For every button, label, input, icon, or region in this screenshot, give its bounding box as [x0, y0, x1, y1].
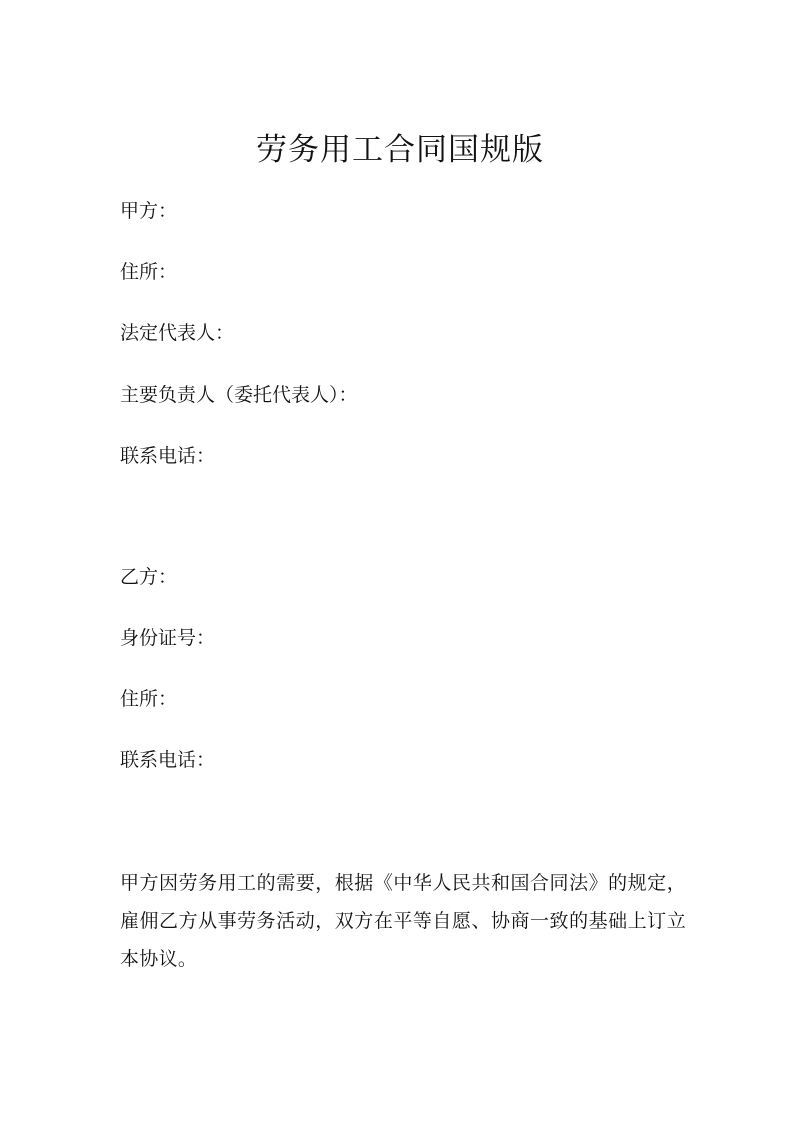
party-a-label: 甲方：	[120, 200, 178, 222]
intro-paragraph-text: 甲方因劳务用工的需要，根据《中华人民共和国合同法》的规定，雇佣乙方从事劳务活动，双方在平等自愿、协商一致的基础上订立本协议。	[120, 872, 686, 970]
party-b-address-label: 住所：	[120, 688, 178, 710]
party-a-address-label: 住所：	[120, 261, 178, 283]
party-a-phone-label: 联系电话：	[120, 445, 216, 467]
document-title: 劳务用工合同国规版	[256, 132, 544, 168]
intro-paragraph	[120, 864, 686, 978]
party-b-id-label: 身份证号：	[120, 627, 216, 649]
party-b-phone-label: 联系电话：	[120, 749, 216, 771]
party-a-principal-label: 主要负责人（委托代表人）：	[120, 384, 358, 406]
party-b-label: 乙方：	[120, 566, 178, 588]
party-a-legal-rep-label: 法定代表人：	[120, 322, 235, 344]
